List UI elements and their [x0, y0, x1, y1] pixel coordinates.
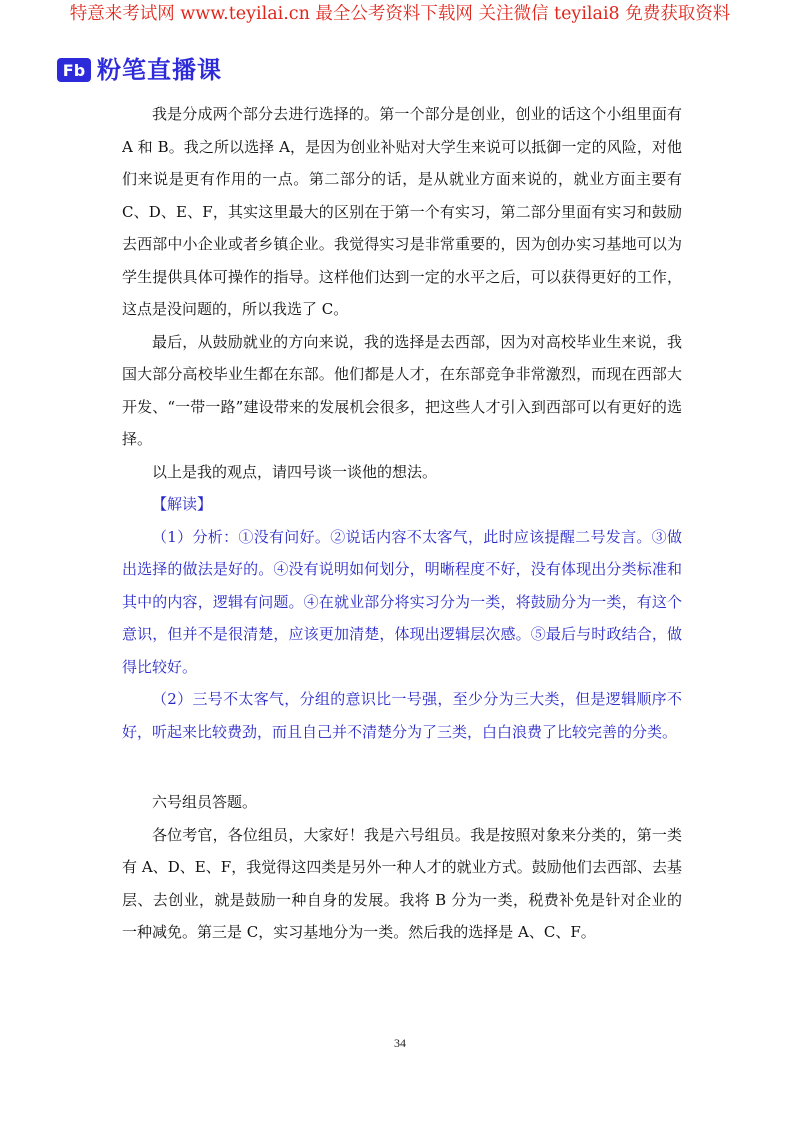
top-banner	[0, 3, 800, 25]
paragraph-2: 最后，从鼓励就业的方向来说，我的选择是去西部，因为对高校毕业生来说，我国大部分高校毕业生都在东部。他们都是人才，在东部竞争非常激烈，而现在西部大开发、“一带一路”建设带来的发展机会很多，把这些人才引入到西部可以有更好的选择。	[122, 332, 682, 448]
page-number: 34	[394, 1036, 406, 1050]
paragraph-5: 各位考官，各位组员，大家好！我是六号组员。我是按照对象来分类的，第一类有 A、D、E、F，我觉得这四类是另外一种人才的就业方式。鼓励他们去西部、去基层、去创业，就是鼓励一种自身的发展。我将 B 分为一类，税费补免是针对企业的一种减免。第三是 C，实习基地分为一类。然后我的选择是 A、C、F。	[122, 825, 682, 941]
paragraph-3: 以上是我的观点，请四号谈一谈他的想法。	[152, 462, 438, 481]
document-body	[122, 98, 682, 949]
analysis-point-1: （1）分析：①没有问好。②说话内容不太客气，此时应该提醒二号发言。③做出选择的做法是好的。④没有说明如何划分，明晰程度不好，没有体现出分类标准和其中的内容，逻辑有问题。④在就业部分将实习分为一类，将鼓励分为一类，有这个意识，但并不是很清楚，应该更加清楚，体现出逻辑层次感。⑤最后与时政结合，做得比较好。	[122, 527, 682, 676]
banner-text: 特意来考试网 www.teyilai.cn 最全公考资料下载网 关注微信 teyilai8 免费获取资料	[69, 4, 731, 24]
paragraph-1: 我是分成两个部分去进行选择的。第一个部分是创业，创业的话这个小组里面有 A 和 B。我之所以选择 A，是因为创业补贴对大学生来说可以抵御一定的风险，对他们来说是更有作用的一点。第二部分的话，是从就业方面来说的，就业方面主要有 C、D、E、F，其实这里最大的区别在于第一个有实习，第二部分里面有实习和鼓励去西部中小企业或者乡镇企业。我觉得实习是非常重要的，因为创办实习基地可以为学生提供具体可操作的指导。这样他们达到一定的水平之后，可以获得更好的工作，这点是没问题的，所以我选了 C。	[122, 105, 682, 318]
section-spacer	[122, 748, 682, 786]
logo-mark-text: Fb	[62, 61, 86, 80]
analysis-point-2: （2）三号不太客气，分组的意识比一号强，至少分为三大类，但是逻辑顺序不好，听起来比较费劲，而且自己并不清楚分为了三类，白白浪费了比较完善的分类。	[122, 690, 682, 741]
paragraph-4: 六号组员答题。	[152, 793, 258, 811]
logo-text: 粉笔直播课	[97, 56, 222, 84]
logo	[57, 53, 222, 87]
analysis-heading: 【解读】	[152, 495, 213, 513]
fenbi-logo-icon	[57, 56, 91, 84]
